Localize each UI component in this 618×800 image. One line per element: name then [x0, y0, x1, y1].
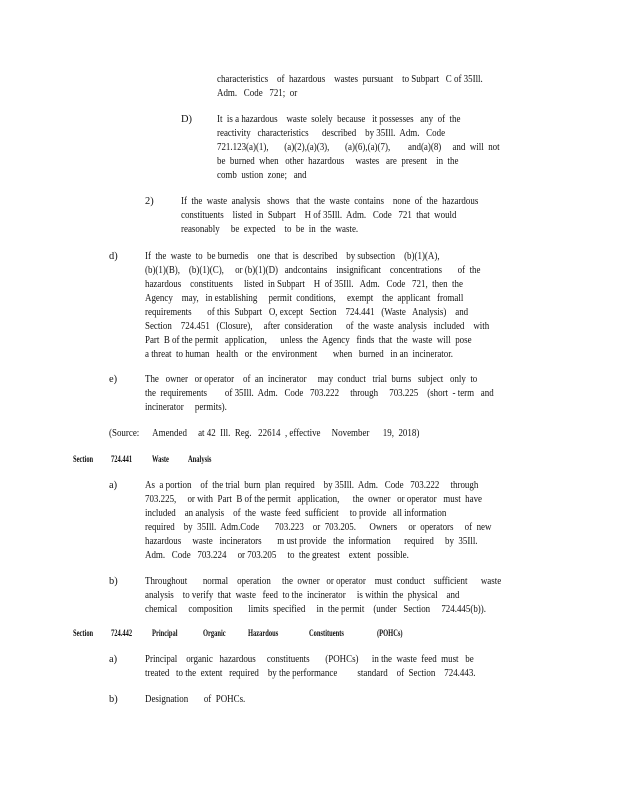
item-d-lower-line: If the waste to be burnedis one that is described by subsection (b)(1)(A), — [145, 251, 440, 262]
sec441-item-a-line: required by 35Ill. Adm.Code 703.223 or 703.205. Owners or operators of new — [145, 522, 492, 533]
source-note: (Source: Amended at 42 Ill. Reg. 22614 , effective November 19, 2018) — [109, 428, 420, 439]
section-441-number: 724.441 — [111, 454, 133, 464]
sec442-item-a-line: Principal organic hazardous constituents (POHCs) in the waste feed must be — [145, 654, 474, 665]
section-441-word: Section — [73, 454, 94, 464]
sec442-item-b-label: b) — [109, 694, 118, 705]
sec441-item-b-line: chemical composition limits specified in the permit (under Section 724.445(b)). — [145, 604, 486, 615]
sec441-item-a-line: As a portion of the trial burn plan required by 35Ill. Adm. Code 703.222 through — [145, 480, 479, 491]
item-e-line: The owner or operator of an incinerator may conduct trial burns subject only to — [145, 374, 478, 385]
item-d-line: reactivity characteristics described by 35Ill. Adm. Code — [217, 128, 446, 139]
item-d-lower-line: Agency may, in establishing permit conditions, exempt the applicant fromall — [145, 293, 464, 304]
section-442-number: 724.442 — [111, 628, 133, 638]
sec441-item-a-line: included an analysis of the waste feed sufficient to provide all information — [145, 508, 447, 519]
item-2-line: reasonably be expected to be in the waste. — [181, 224, 359, 235]
item-e-line: the requirements of 35Ill. Adm. Code 703.222 through 703.225 (short - term and — [145, 388, 494, 399]
item-e-label: e) — [109, 374, 118, 385]
sec441-item-b-label: b) — [109, 576, 118, 587]
sec442-item-a-label: a) — [109, 654, 118, 665]
item-d-lower-label: d) — [109, 251, 118, 262]
item-2-line: constituents listed in Subpart H of 35Ill. Adm. Code 721 that would — [181, 210, 457, 221]
sec442-item-b-line: Designation of POHCs. — [145, 694, 246, 705]
item-d-line: 721.123(a)(1), (a)(2),(a)(3), (a)(6),(a)(7), and(a)(8) and will not — [217, 142, 500, 153]
item-e-line: incinerator permits). — [145, 402, 227, 413]
item-d-line: It is a hazardous waste solely because it possesses any of the — [217, 114, 461, 125]
item-d-label: D) — [181, 114, 192, 125]
section-442-title-5: (POHCs) — [377, 628, 403, 638]
item-d-line: be burned when other hazardous wastes are present in the — [217, 156, 459, 167]
item-d-lower-line: Section 724.451 (Closure), after consideration of the waste analysis included with — [145, 321, 490, 332]
item-c-tail-line: characteristics of hazardous wastes pursuant to Subpart C of 35Ill. — [217, 74, 483, 85]
section-442-title-4: Constituents — [309, 628, 344, 638]
item-d-lower-line: hazardous constituents listed in Subpart H of 35Ill. Adm. Code 721, then the — [145, 279, 463, 290]
sec442-item-a-line: treated to the extent required by the performance standard of Section 724.443. — [145, 668, 476, 679]
sec441-item-a-line: 703.225, or with Part B of the permit application, the owner or operator must have — [145, 494, 483, 505]
item-d-lower-line: requirements of this Subpart O, except Section 724.441 (Waste Analysis) and — [145, 307, 469, 318]
item-2-line: If the waste analysis shows that the waste contains none of the hazardous — [181, 196, 479, 207]
sec441-item-b-line: Throughout normal operation the owner or operator must conduct sufficient waste — [145, 576, 502, 587]
sec441-item-a-label: a) — [109, 480, 118, 491]
section-442-title-2: Organic — [203, 628, 226, 638]
section-442-word: Section — [73, 628, 94, 638]
sec441-item-b-line: analysis to verify that waste feed to the incinerator is within the physical and — [145, 590, 460, 601]
section-442-title-1: Principal — [152, 628, 178, 638]
item-2-label: 2) — [145, 196, 154, 207]
sec441-item-a-line: Adm. Code 703.224 or 703.205 to the greatest extent possible. — [145, 550, 409, 561]
section-441-title-1: Waste — [152, 454, 169, 464]
sec441-item-a-line: hazardous waste incinerators m ust provide the information required by 35Ill. — [145, 536, 478, 547]
item-d-lower-line: a threat to human health or the environment when burned in an incinerator. — [145, 349, 453, 360]
section-441-title-2: Analysis — [188, 454, 212, 464]
item-d-lower-line: Part B of the permit application, unless the Agency finds that the waste will pose — [145, 335, 472, 346]
item-d-lower-line: (b)(1)(B), (b)(1)(C), or (b)(1)(D) andcontains insignificant concentrations of the — [145, 265, 481, 276]
item-d-line: comb ustion zone; and — [217, 170, 307, 181]
item-c-tail-line: Adm. Code 721; or — [217, 88, 298, 99]
section-442-title-3: Hazardous — [248, 628, 279, 638]
